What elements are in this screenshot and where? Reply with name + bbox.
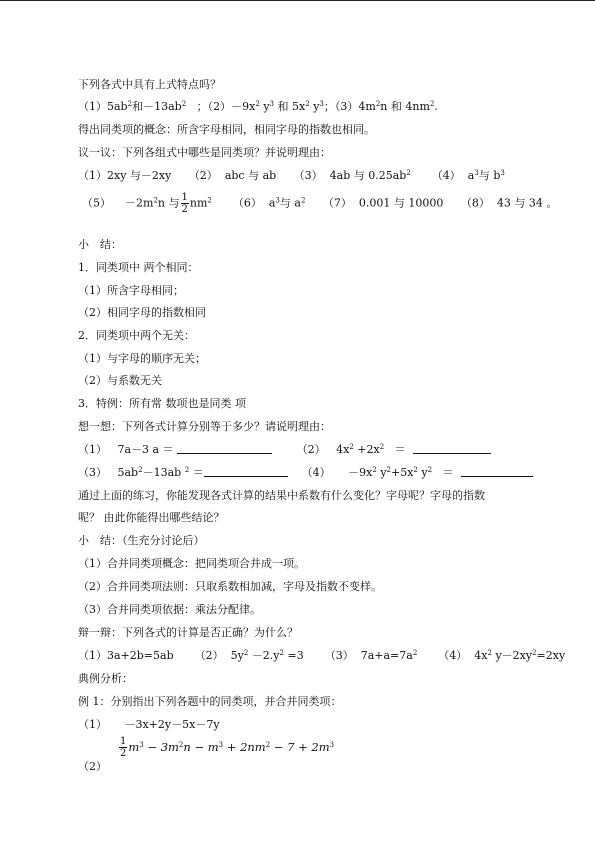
example-prompt [78, 695, 342, 709]
text: （2） [194, 649, 224, 662]
text: n − m [183, 739, 219, 754]
example-item-1 [78, 718, 220, 732]
exponent: 2 [427, 466, 433, 474]
text: （2）相同字母的指数相同 [78, 306, 206, 319]
discuss-items-1 [78, 169, 505, 183]
summary2-line [78, 603, 261, 617]
text: （2）与系数无关 [78, 374, 162, 387]
exponent: 2 [153, 196, 158, 205]
exponent: 2 [181, 100, 187, 108]
text: （3） [78, 466, 107, 479]
text: 通过上面的练习，你能发现各式计算的结果中系数有什么变化？字母呢？字母的指数 [78, 489, 485, 502]
summary2-heading [78, 534, 205, 548]
text: －2m [125, 196, 154, 210]
exponent: 3 [319, 100, 324, 108]
exponent: 2 [279, 649, 284, 657]
exponent: 2 [243, 649, 249, 657]
exponent: 2 [255, 100, 260, 108]
text: 1．同类项中 两个相同： [78, 261, 199, 274]
text: n 和 4nm [380, 100, 430, 113]
answer-blank[interactable] [461, 466, 533, 477]
exponent: 2 [413, 466, 418, 474]
exponent: 2 [207, 196, 212, 205]
text: 43 与 34 。 [496, 196, 558, 210]
think-heading [78, 420, 331, 434]
text: 4ab 与 0.25ab [329, 169, 407, 182]
text: －3x+2y－5x－7y [124, 718, 220, 731]
text: +2x [357, 443, 380, 456]
text: 和－13ab [132, 100, 182, 113]
denominator: 2 [120, 748, 127, 759]
exponent: 2 [429, 100, 435, 108]
exponent: 2 [300, 196, 306, 205]
summary2-line [78, 580, 382, 594]
text: 例 1：分别指出下列各题中的同类项，并合并同类项： [78, 695, 342, 708]
text: 7a－3 a ＝ [117, 443, 174, 456]
exponent: 2 [184, 466, 190, 474]
discuss-items-2 [82, 192, 557, 215]
summary-line [78, 306, 206, 320]
paragraph-line [78, 489, 485, 503]
think-items-1 [78, 443, 491, 457]
text: ＝ [192, 466, 204, 479]
summary-line [78, 397, 246, 411]
exponent: 3 [500, 169, 505, 177]
text: 得出同类项的概念：所含字母相同，相同字母的指数也相同。 [78, 123, 375, 136]
denominator: 2 [181, 204, 188, 215]
text: 和 5x [277, 100, 306, 113]
text: 4x [336, 443, 350, 456]
example-line [78, 100, 438, 114]
summary-line [78, 284, 184, 298]
answer-blank[interactable] [177, 443, 272, 454]
text: －13ab [142, 466, 182, 479]
text: 3．特例：所有常 数项也是同类 项 [78, 397, 246, 410]
discuss-heading [78, 146, 331, 160]
text: a [268, 196, 276, 210]
example-item-2-expression [118, 736, 334, 759]
text: y [313, 100, 320, 113]
text: （2） [188, 169, 218, 182]
text: （3） [324, 649, 354, 662]
text: （1）3a+2b=5ab [78, 649, 174, 662]
exponent: 3 [329, 740, 335, 749]
numerator: 1 [181, 192, 188, 203]
text: a [467, 169, 475, 182]
exponent: 2 [487, 649, 492, 657]
text: +5x [391, 466, 414, 479]
text: 典例分析： [78, 672, 133, 685]
text: （3） [293, 169, 323, 182]
paragraph-line [78, 511, 225, 525]
answer-blank[interactable] [204, 466, 288, 477]
text: （4） [438, 649, 468, 662]
think-items-2 [78, 466, 533, 480]
summary-line [78, 352, 206, 366]
summary-line [78, 374, 162, 388]
text: ；（3）4m [323, 100, 376, 113]
exponent: 2 [375, 100, 381, 108]
question-line [78, 78, 221, 92]
text: + 2nm [226, 739, 266, 754]
text: =3 [287, 649, 304, 662]
text: （1） [78, 718, 107, 731]
text: nm [189, 196, 208, 210]
text: －9x [348, 466, 373, 479]
summary2-line [78, 557, 305, 571]
exponent: 2 [532, 649, 537, 657]
text: 4x [474, 649, 488, 662]
text: 5y [230, 649, 244, 662]
fraction-half [181, 192, 189, 215]
answer-blank[interactable] [413, 443, 491, 454]
text: − 7 + 2m [273, 739, 330, 754]
text: 2．同类项中两个无关： [78, 329, 195, 342]
text: （2） [296, 443, 326, 456]
text: 小 结： [78, 238, 122, 251]
exponent: 2 [349, 443, 354, 451]
exponent: 2 [412, 649, 418, 657]
text: ＝ [442, 466, 454, 479]
exponent: 2 [265, 740, 271, 749]
exponent: 3 [139, 740, 144, 749]
text: （1）2xy 与－2xy [78, 169, 172, 182]
fraction-half [119, 736, 127, 759]
text: 小 结：（生充分讨论后） [78, 534, 205, 547]
text: n 与 [157, 196, 180, 210]
text: 呢？ 由此你能得出哪些结论？ [78, 511, 225, 524]
text: （5） [82, 196, 111, 210]
text: （3）合并同类项依据：乘法分配律。 [78, 603, 261, 616]
text: 议一议：下列各组式中哪些是同类项？并说明理由： [78, 146, 331, 159]
text: abc 与 ab [224, 169, 277, 182]
numerator: 1 [120, 736, 127, 747]
text: 0.001 与 10000 [358, 196, 444, 210]
example-item-2-label [78, 760, 107, 774]
exponent: 2 [178, 740, 184, 749]
text: （1）所含字母相同； [78, 284, 184, 297]
text: y－2xy [495, 649, 533, 662]
text: y [380, 466, 387, 479]
text: （8） [460, 196, 490, 210]
exponent: 3 [275, 196, 280, 205]
text: ；（2）－9x [196, 100, 256, 113]
exponent: 2 [386, 466, 391, 474]
text: （6） [232, 196, 262, 210]
text: （1）合并同类项概念：把同类项合并成一项。 [78, 557, 305, 570]
summary-line [78, 329, 195, 343]
summary-line [78, 261, 199, 275]
concept-line [78, 123, 375, 137]
text: . [434, 100, 438, 113]
debate-heading [78, 626, 298, 640]
text: （2） [78, 760, 107, 773]
top-rule [0, 0, 595, 1]
text: 与 b [478, 169, 501, 182]
exponent: 2 [372, 466, 377, 474]
exponent: 2 [127, 100, 133, 108]
text: （2）合并同类项法则：只取系数相加减，字母及指数不变样。 [78, 580, 382, 593]
exponent: 3 [218, 740, 224, 749]
text: 与 a [279, 196, 301, 210]
text: （4） [431, 169, 461, 182]
text: ＝ [394, 443, 406, 456]
text: m [128, 739, 140, 754]
text: 想一想：下列各式计算分别等于多少？请说明理由： [78, 420, 331, 433]
text: y [421, 466, 428, 479]
exponent: 2 [379, 443, 385, 451]
text: （7） [322, 196, 352, 210]
text: －2.y [251, 649, 280, 662]
text: 辩一辩：下列各式的计算是否正确？为什么？ [78, 626, 298, 639]
exponent: 2 [138, 466, 143, 474]
exponent: 3 [269, 100, 275, 108]
text: =2xy [536, 649, 566, 662]
debate-items [78, 649, 565, 663]
text: （1）与字母的顺序无关； [78, 352, 206, 365]
exponent: 2 [305, 100, 310, 108]
summary-heading [78, 238, 122, 252]
text: （4） [301, 466, 331, 479]
text: − 3m [147, 739, 179, 754]
text: 5ab [117, 466, 139, 479]
example-heading [78, 672, 133, 686]
text: 7a+a=7a [360, 649, 413, 662]
text: y [263, 100, 270, 113]
exponent: 2 [406, 169, 411, 177]
text: （1） [78, 443, 107, 456]
exponent: 3 [474, 169, 479, 177]
text: 下列各式中具有上式特点吗？ [78, 78, 221, 91]
text: （1）5ab [78, 100, 128, 113]
